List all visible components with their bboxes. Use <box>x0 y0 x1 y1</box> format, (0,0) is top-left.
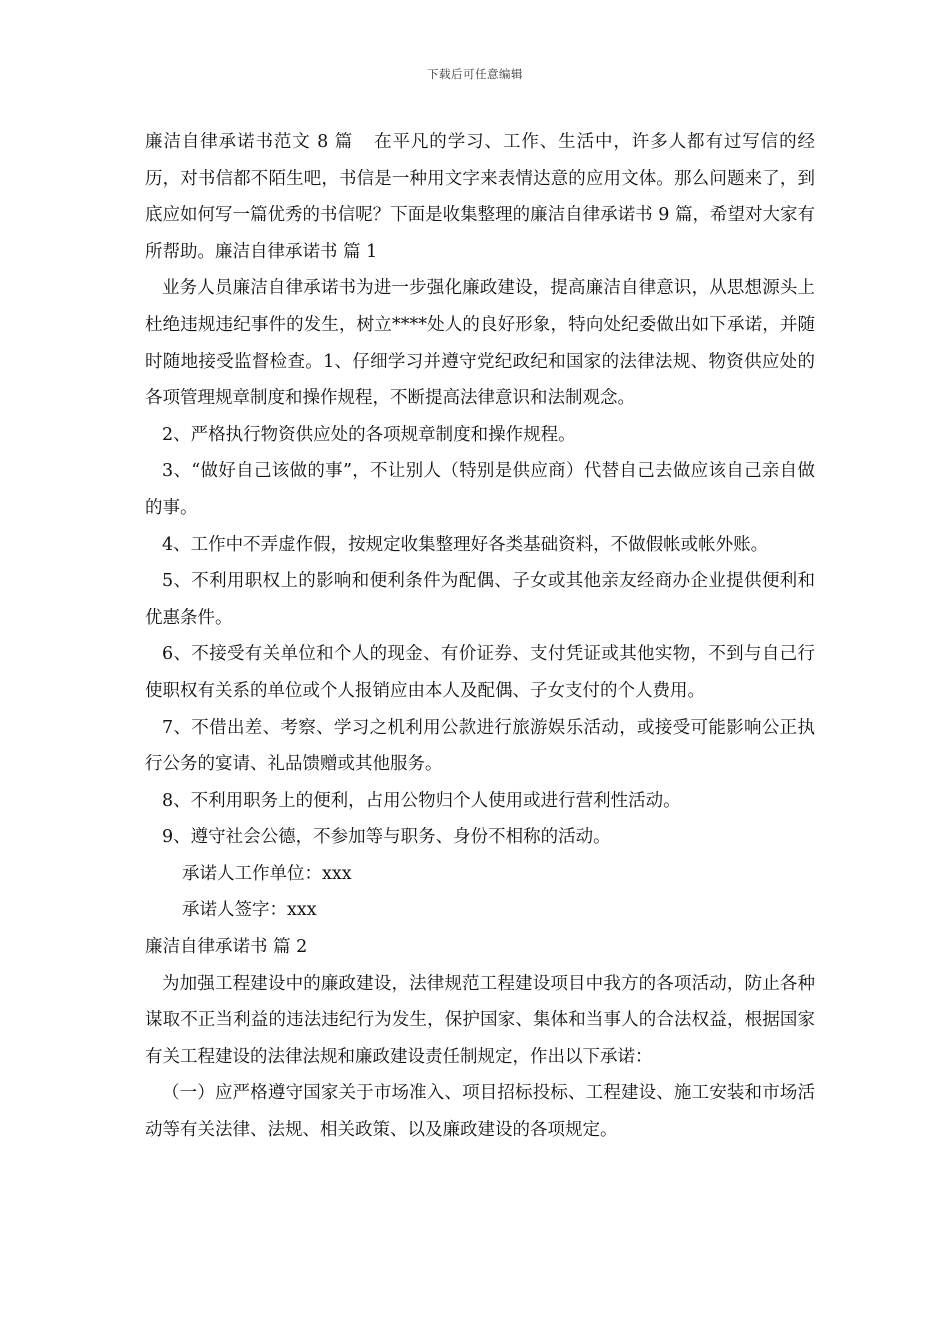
paragraph-item-3: 3、“做好自己该做的事”，不让别人（特别是供应商）代替自己去做应该自己亲自做的事。 <box>145 461 815 518</box>
paragraph-item-9: 9、遵守社会公德，不参加等与职务、身份不相称的活动。 <box>162 827 611 848</box>
section-title-2: 廉洁自律承诺书 篇 2 <box>145 937 308 958</box>
document-title: 廉洁自律承诺书范文 8 篇 <box>145 132 354 152</box>
paragraph-item-8: 8、不利用职务上的便利，占用公物归个人使用或进行营利性活动。 <box>162 790 681 811</box>
intro-text: 在平凡的学习、工作、生活中，许多人都有过写信的经历，对书信都不陌生吧，书信是一种用文字来表情达意的应用文体。那么问题来了，到底应如何写一篇优秀的书信呢？下面是收集整理的廉洁自律承诺书 9 篇，希望对大家有所帮助。廉洁自律承诺书 篇 1 <box>145 132 815 262</box>
paragraph-item-6: 6、不接受有关单位和个人的现金、有价证券、支付凭证或其他实物，不到与自己行使职权有关系的单位或个人报销应由本人及配偶、子女支付的个人费用。 <box>145 644 815 701</box>
paragraph-item-4: 4、工作中不弄虚作假，按规定收集整理好各类基础资料，不做假帐或帐外账。 <box>162 534 769 555</box>
paragraph-item-5: 5、不利用职权上的影响和便利条件为配偶、子女或其他亲友经商办企业提供便利和优惠条件。 <box>145 571 815 628</box>
paragraph-item-7: 7、不借出差、考察、学习之机利用公款进行旅游娱乐活动，或接受可能影响公正执行公务的宴请、礼品馈赠或其他服务。 <box>145 717 815 775</box>
signer-unit-line: 承诺人工作单位：xxx <box>182 863 352 884</box>
signer-signature-line: 承诺人签字：xxx <box>182 900 317 921</box>
intro-paragraph <box>145 124 815 270</box>
page-header: 下载后可任意编辑 <box>427 67 523 81</box>
paragraph-item-2: 2、严格执行物资供应处的各项规章制度和操作规程。 <box>162 424 576 445</box>
paragraph-section2-intro: 为加强工程建设中的廉政建设，法律规范工程建设项目中我方的各项活动，防止各种谋取不正当利益的违法违纪行为发生，保护国家、集体和当事人的合法权益，根据国家有关工程建设的法律法规和廉政建设责任制规定，作出以下承诺： <box>145 973 815 1067</box>
paragraph-commitment-intro: 业务人员廉洁自律承诺书为进一步强化廉政建设，提高廉洁自律意识，从思想源头上杜绝违规违纪事件的发生，树立****处人的良好形象，特向处纪委做出如下承诺，并随时随地接受监督检查。1、仔细学习并遵守党纪政纪和国家的法律法规、物资供应处的各项管理规章制度和操作规程，不断提高法律意识和法制观念。 <box>145 278 815 409</box>
paragraph-section2-item-1: （一）应严格遵守国家关于市场准入、项目招标投标、工程建设、施工安装和市场活动等有关法律、法规、相关政策、以及廉政建设的各项规定。 <box>145 1083 815 1141</box>
document-body <box>145 124 815 1149</box>
